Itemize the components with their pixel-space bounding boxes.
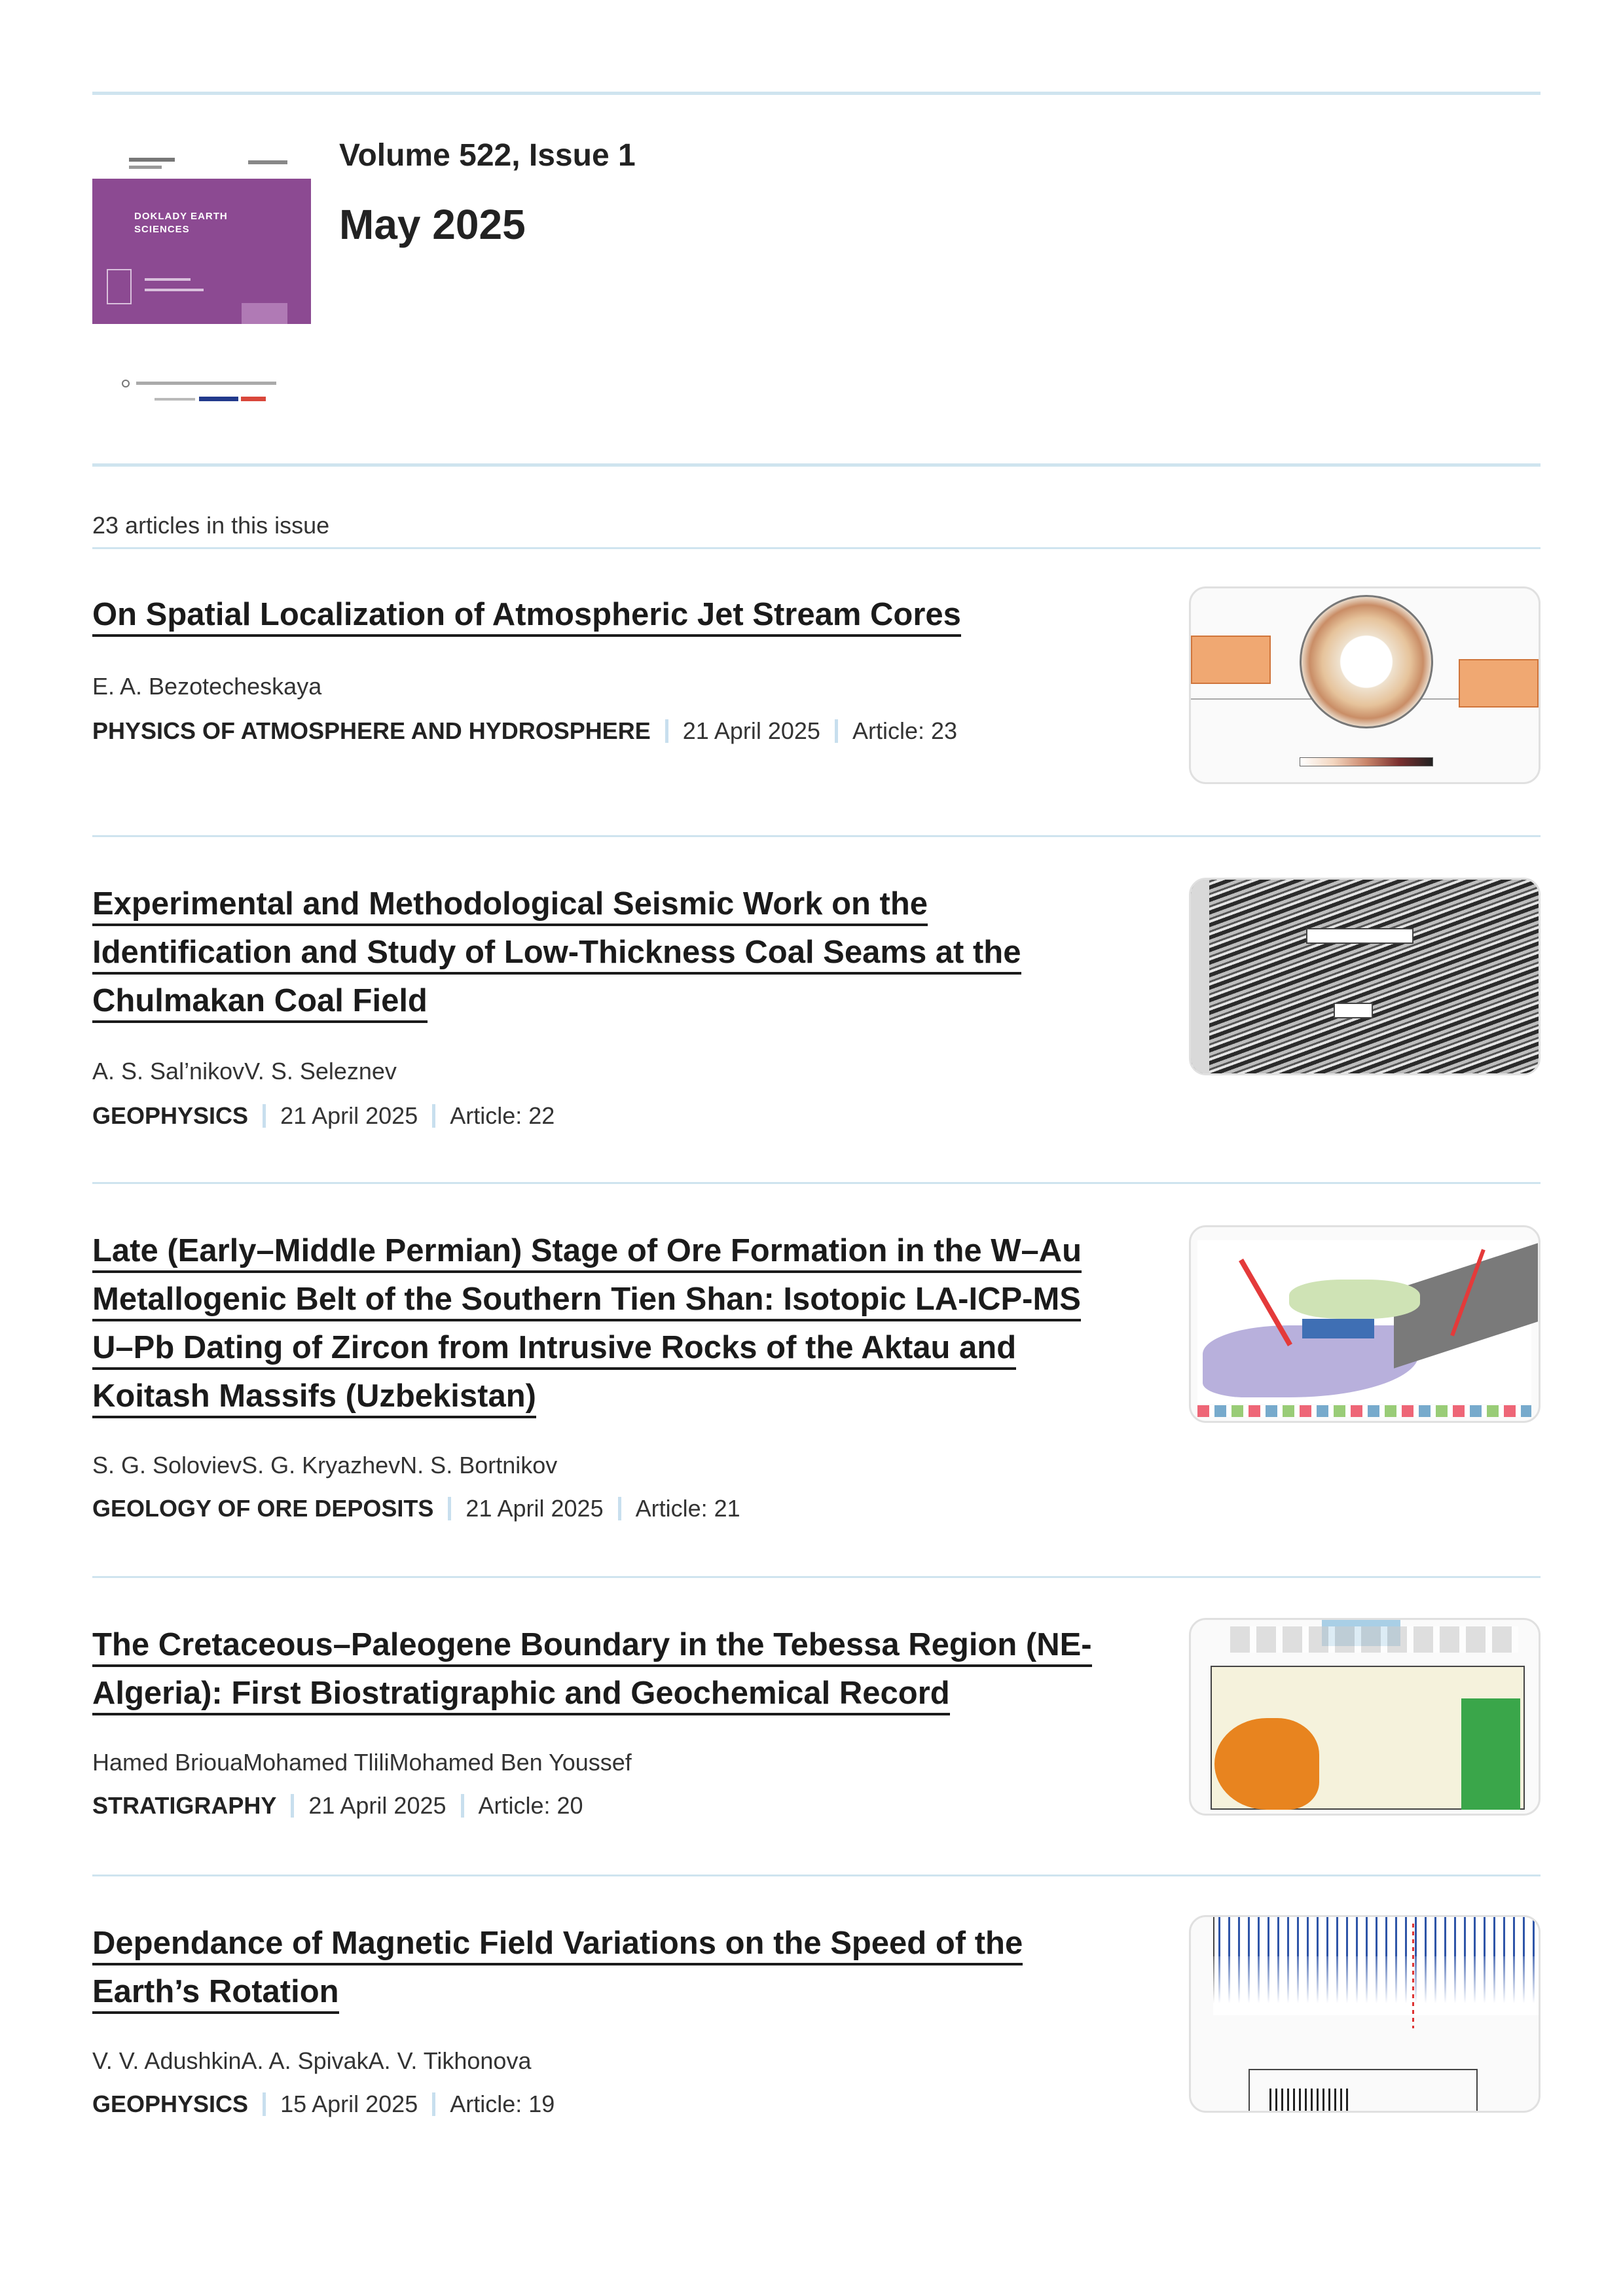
article-title-link[interactable]: On Spatial Localization of Atmospheric Jet Stream Cores bbox=[92, 590, 1127, 639]
journal-cover-image[interactable] bbox=[92, 139, 311, 324]
article-number: Article: 19 bbox=[450, 2090, 555, 2117]
article-meta bbox=[92, 2090, 555, 2118]
article-meta bbox=[92, 717, 957, 745]
article-count: 23 articles in this issue bbox=[92, 512, 330, 539]
article-date: 21 April 2025 bbox=[280, 1102, 418, 1129]
issue-date: May 2025 bbox=[339, 201, 526, 248]
meta-separator bbox=[461, 1794, 464, 1818]
article-title-link[interactable]: The Cretaceous–Paleogene Boundary in the Tebessa Region (NE- Algeria): First Biostratigraphic and Geochemical Record bbox=[92, 1621, 1127, 1717]
article-subject: GEOPHYSICS bbox=[92, 2090, 249, 2117]
article-authors: E. A. Bezotecheskaya bbox=[92, 673, 322, 700]
article-subject: STRATIGRAPHY bbox=[92, 1792, 277, 1819]
article-meta bbox=[92, 1102, 555, 1130]
article-divider bbox=[92, 1576, 1541, 1578]
article-date: 21 April 2025 bbox=[465, 1495, 604, 1522]
cover-anniversary-badge bbox=[107, 269, 132, 304]
article-number: Article: 20 bbox=[478, 1792, 583, 1819]
article-thumbnail[interactable] bbox=[1189, 878, 1541, 1075]
article-thumbnail[interactable] bbox=[1189, 1225, 1541, 1423]
article-number: Article: 21 bbox=[635, 1495, 740, 1522]
issue-volume: Volume 522, Issue 1 bbox=[339, 138, 636, 173]
article-divider bbox=[92, 835, 1541, 837]
article-title-link[interactable]: Late (Early–Middle Permian) Stage of Ore Formation in the W–Au Metallogenic Belt of the Southern Tien Shan: Isotopic LA-ICP-MS U–Pb Dating of Zircon from Intrusive Rocks of the Aktau and Koitash Massifs (Uzbekistan) bbox=[92, 1227, 1127, 1420]
article-title-link[interactable]: Dependance of Magnetic Field Variations on the Speed of the Earth’s Rotation bbox=[92, 1919, 1127, 2016]
meta-separator bbox=[432, 1104, 435, 1128]
meta-separator bbox=[618, 1497, 621, 1520]
article-thumbnail[interactable] bbox=[1189, 586, 1541, 784]
article-title-link[interactable]: Experimental and Methodological Seismic Work on the Identification and Study of Low-Thickness Coal Seams at the Chulmakan Coal Field bbox=[92, 880, 1127, 1025]
article-subject: PHYSICS OF ATMOSPHERE AND HYDROSPHERE bbox=[92, 717, 651, 744]
publisher-logo bbox=[122, 376, 283, 410]
article-date: 15 April 2025 bbox=[280, 2090, 418, 2117]
article-subject: GEOLOGY OF ORE DEPOSITS bbox=[92, 1495, 434, 1522]
article-authors: S. G. SolovievS. G. KryazhevN. S. Bortnikov bbox=[92, 1452, 558, 1479]
article-meta bbox=[92, 1792, 583, 1820]
meta-separator bbox=[263, 1104, 266, 1128]
meta-separator bbox=[448, 1497, 451, 1520]
article-subject: GEOPHYSICS bbox=[92, 1102, 249, 1129]
article-thumbnail[interactable] bbox=[1189, 1915, 1541, 2113]
article-authors: V. V. AdushkinA. A. SpivakA. V. Tikhonova bbox=[92, 2047, 532, 2074]
meta-separator bbox=[835, 719, 838, 743]
meta-separator bbox=[432, 2092, 435, 2116]
article-number: Article: 23 bbox=[852, 717, 958, 744]
header-divider bbox=[92, 463, 1541, 467]
list-divider bbox=[92, 547, 1541, 549]
article-meta bbox=[92, 1495, 740, 1522]
article-thumbnail[interactable] bbox=[1189, 1618, 1541, 1816]
top-divider bbox=[92, 92, 1541, 95]
article-authors: Hamed BriouaMohamed TliliMohamed Ben Youssef bbox=[92, 1749, 632, 1776]
meta-separator bbox=[665, 719, 668, 743]
article-date: 21 April 2025 bbox=[682, 717, 820, 744]
cover-title: DOKLADY EARTH SCIENCES bbox=[134, 211, 228, 235]
article-date: 21 April 2025 bbox=[308, 1792, 447, 1819]
article-number: Article: 22 bbox=[450, 1102, 555, 1129]
article-divider bbox=[92, 1182, 1541, 1184]
article-divider bbox=[92, 1874, 1541, 1876]
meta-separator bbox=[263, 2092, 266, 2116]
article-authors: A. S. Sal’nikovV. S. Seleznev bbox=[92, 1058, 397, 1085]
meta-separator bbox=[291, 1794, 294, 1818]
